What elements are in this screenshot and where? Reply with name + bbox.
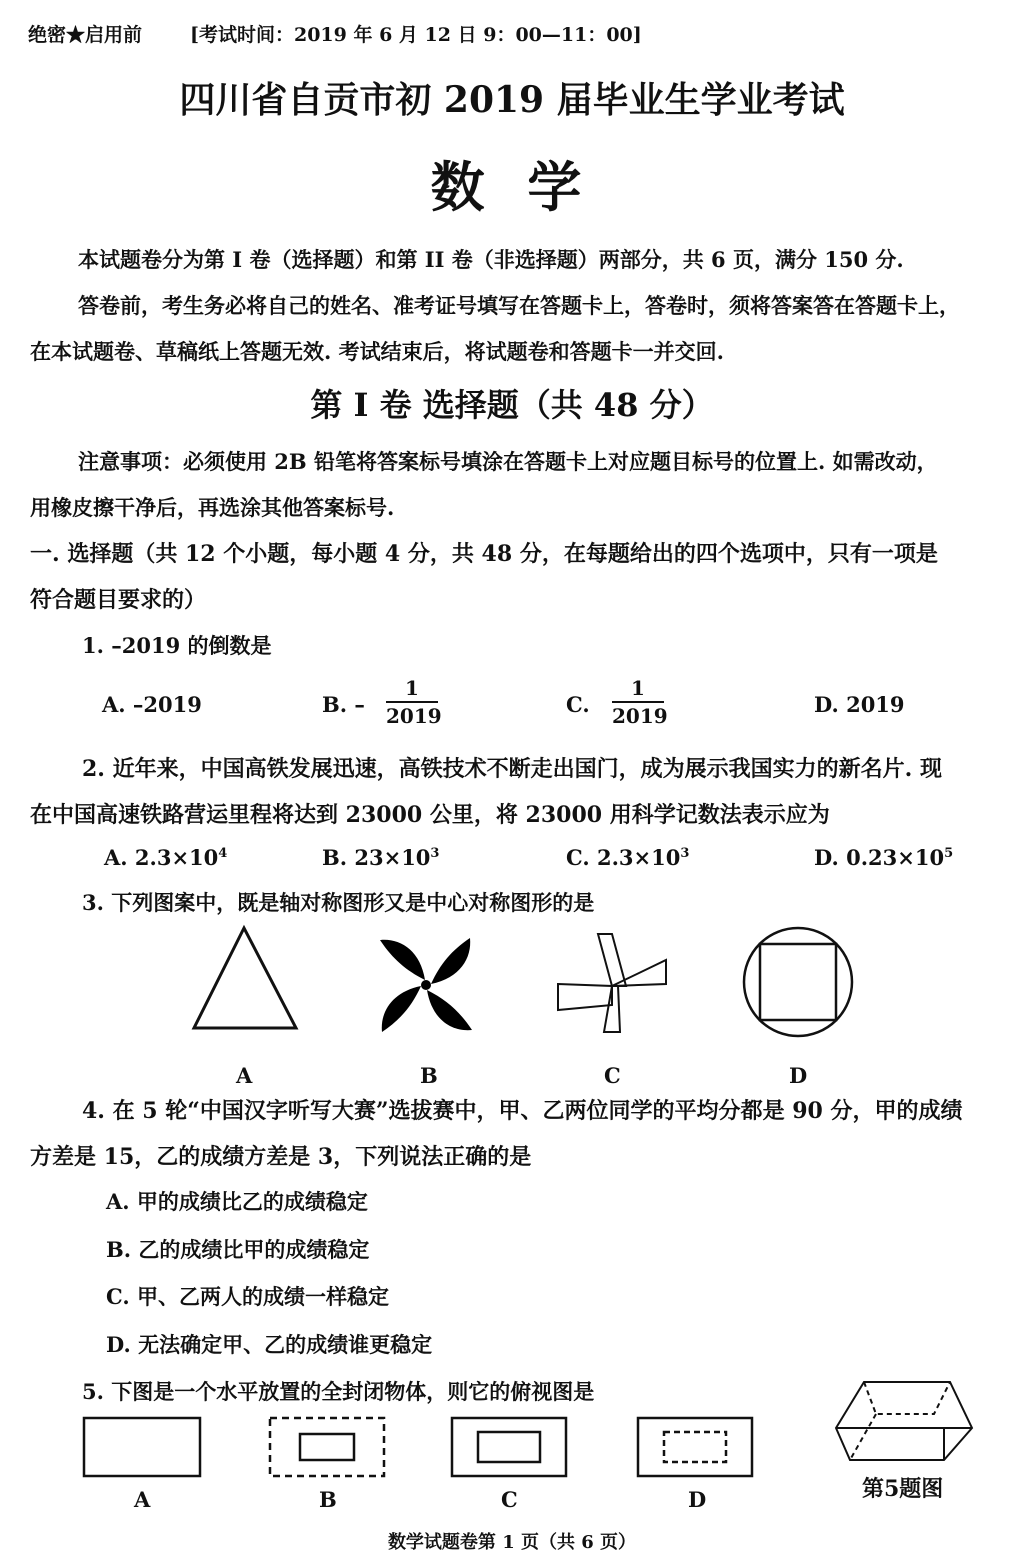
q1-option-b-fraction bbox=[386, 676, 442, 728]
q5-label-b: B bbox=[319, 1487, 337, 1512]
q2-b-base: B. 23×10 bbox=[322, 845, 431, 870]
q5-solid-figure bbox=[836, 1382, 972, 1460]
q2-a-base: A. 2.3×10 bbox=[104, 845, 219, 870]
q3-figure-c-crossed-shapes bbox=[558, 934, 666, 1032]
q5-figure-b bbox=[270, 1418, 384, 1476]
q2-d-base: D. 0.23×10 bbox=[814, 845, 945, 870]
q1-b-numerator: 1 bbox=[405, 676, 419, 700]
q4-line-1: 4. 在 5 轮“中国汉字听写大赛”选拔赛中，甲、乙两位同学的平均分都是 90 分，甲的成绩 bbox=[82, 1098, 963, 1124]
intro-line-2: 答卷前，考生务必将自己的姓名、准考证号填写在答题卡上，答卷时，须将答案答在答题卡上， bbox=[78, 293, 960, 318]
q4-option-b: B. 乙的成绩比甲的成绩稳定 bbox=[106, 1237, 370, 1262]
q2-option-c bbox=[566, 845, 689, 870]
q4-option-c: C. 甲、乙两人的成绩一样稳定 bbox=[106, 1284, 389, 1309]
q2-option-d bbox=[814, 845, 953, 870]
secret-label: 绝密★启用前 bbox=[28, 24, 143, 46]
q5-figure-d bbox=[638, 1418, 752, 1476]
q1-option-c-fraction bbox=[612, 676, 668, 728]
q1-stem: 1. –2019 的倒数是 bbox=[82, 633, 272, 658]
q3-label-c: C bbox=[604, 1063, 621, 1088]
q4-line-2: 方差是 15，乙的成绩方差是 3，下列说法正确的是 bbox=[30, 1144, 532, 1170]
exam-title: 四川省自贡市初 2019 届毕业生学业考试 bbox=[179, 79, 845, 121]
q4-option-a: A. 甲的成绩比乙的成绩稳定 bbox=[106, 1189, 368, 1214]
subject-title: 数 学 bbox=[430, 155, 594, 219]
q3-label-a: A bbox=[236, 1063, 253, 1088]
intro-line-1: 本试题卷分为第 I 卷（选择题）和第 II 卷（非选择题）两部分，共 6 页，满分 150 分. bbox=[78, 247, 904, 272]
q1-option-d: D. 2019 bbox=[814, 692, 905, 717]
q2-c-base: C. 2.3×10 bbox=[566, 845, 681, 870]
q1-option-c-label: C. bbox=[566, 692, 590, 717]
notice-line-1: 注意事项：必须使用 2B 铅笔将答案标号填涂在答题卡上对应题目标号的位置上. 如需改动， bbox=[78, 449, 938, 474]
q5-label-c: C bbox=[501, 1487, 518, 1512]
q5-stem: 5. 下图是一个水平放置的全封闭物体，则它的俯视图是 bbox=[82, 1379, 595, 1404]
q4-option-d: D. 无法确定甲、乙的成绩谁更稳定 bbox=[106, 1332, 433, 1357]
q3-label-d: D bbox=[789, 1063, 808, 1088]
q1-option-a: A. –2019 bbox=[102, 692, 202, 717]
q1-c-fraction-bar bbox=[612, 701, 664, 703]
q2-b-exponent: 3 bbox=[430, 846, 440, 861]
q2-d-exponent: 5 bbox=[944, 846, 954, 861]
q5-label-d: D bbox=[688, 1487, 707, 1512]
part1-line-2: 符合题目要求的） bbox=[30, 587, 207, 613]
q5-figure-c bbox=[452, 1418, 566, 1476]
q2-option-b bbox=[322, 845, 439, 870]
q1-c-numerator: 1 bbox=[631, 676, 645, 700]
notice-line-2: 用橡皮擦干净后，再选涂其他答案标号. bbox=[30, 495, 395, 520]
q1-c-denominator: 2019 bbox=[612, 704, 668, 728]
q2-option-a bbox=[104, 845, 227, 870]
intro-line-3: 在本试题卷、草稿纸上答题无效. 考试结束后，将试题卷和答题卡一并交回. bbox=[30, 339, 724, 364]
q3-figure-b-pinwheel bbox=[380, 938, 472, 1032]
q3-figure-a-triangle bbox=[194, 928, 296, 1028]
q1-b-denominator: 2019 bbox=[386, 704, 442, 728]
q2-line-1: 2. 近年来，中国高铁发展迅速，高铁技术不断走出国门，成为展示我国实力的新名片. 现 bbox=[82, 756, 942, 782]
q5-label-a: A bbox=[134, 1487, 151, 1512]
part1-line-1: 一. 选择题（共 12 个小题，每小题 4 分，共 48 分，在每题给出的四个选项中，只有一项是 bbox=[30, 541, 938, 567]
q2-line-2: 在中国高速铁路营运里程将达到 23000 公里，将 23000 用科学记数法表示应为 bbox=[30, 802, 830, 828]
q2-c-exponent: 3 bbox=[680, 846, 690, 861]
q2-a-exponent: 4 bbox=[218, 846, 228, 861]
q3-stem: 3. 下列图案中，既是轴对称图形又是中心对称图形的是 bbox=[82, 890, 595, 915]
page-footer: 数学试题卷第 1 页（共 6 页） bbox=[387, 1532, 637, 1553]
q1-b-fraction-bar bbox=[386, 701, 438, 703]
q1-option-b-label: B. – bbox=[322, 692, 365, 717]
q5-figure-a bbox=[84, 1418, 200, 1476]
exam-time: [考试时间：2019 年 6 月 12 日 9：00—11：00] bbox=[190, 24, 642, 46]
q3-figures bbox=[0, 920, 1024, 1060]
q3-figure-d-circle-square bbox=[744, 928, 852, 1036]
section-title: 第 I 卷 选择题（共 48 分） bbox=[310, 386, 714, 424]
q3-label-b: B bbox=[420, 1063, 438, 1088]
q5-figure-caption: 第5题图 bbox=[862, 1476, 944, 1502]
